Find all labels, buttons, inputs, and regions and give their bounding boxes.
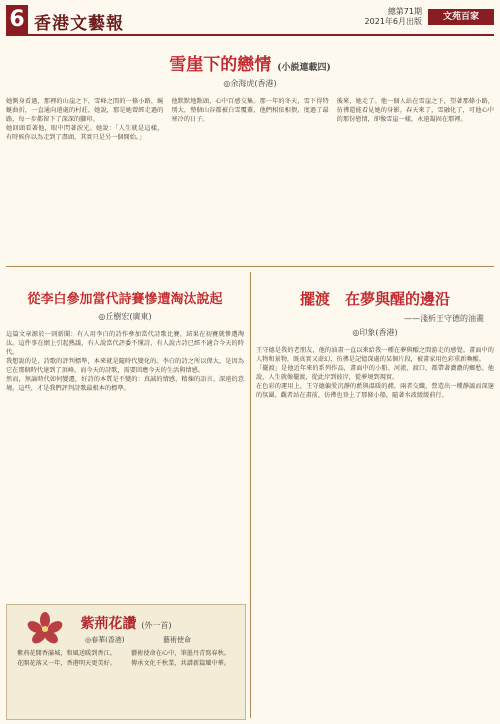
story3-author: ◎印象(香港) bbox=[352, 328, 398, 337]
story2-paragraph: 這篇文章源於一則新聞：有人用李白的詩作參加當代詩歌比賽，結果在初賽就慘遭淘汰。這件事在網上引起熱議，有人說當代評委不懂詩，有人說古詩已經不適合今天的時代。 bbox=[6, 331, 244, 356]
issue-info bbox=[365, 7, 422, 27]
story3-paragraph: 「擺渡」是他近年來的系列作品，畫面中的小船、河流、渡口，都帶著濃濃的鄉愁。他說，人生就像擺渡，從此岸到彼岸，從夢境到現實。 bbox=[256, 365, 494, 381]
poem-title-text: 紫荊花讚 bbox=[80, 616, 137, 632]
poem-second-title: 藝術使命 bbox=[163, 636, 191, 644]
masthead: 香港文藝報 bbox=[34, 14, 124, 34]
story3-paragraph: 王守德是我的老朋友，他的油畫一直以來給我一種在夢與醒之間游走的感覺。畫面中的人物和景物，既真實又虛幻，彷彿是記憶深處的某個片段，被畫家用色彩重新喚醒。 bbox=[256, 347, 494, 363]
poem-subtitle: (外一首) bbox=[141, 621, 172, 630]
story3-subtitle: ——淺析王守德的油畫 bbox=[404, 314, 484, 323]
story-libai bbox=[6, 272, 244, 598]
header-rule bbox=[6, 34, 494, 36]
story2-title: 從李白參加當代詩賽慘遭淘汰說起 bbox=[27, 292, 223, 307]
story3-title: 擺渡 在夢與醒的邊沿 bbox=[299, 290, 450, 308]
story2-paragraph: 我想說的是，詩歌的評判標準，本來就是隨時代變化的。李白的詩之所以偉大，是因為它在那個時代達到了頂峰，而今天的詩歌，需要回應今天的生活與情感。 bbox=[6, 358, 244, 374]
story3-paragraph: 在色彩的運用上，王守德偏愛沉靜的藍與溫暖的赭，兩者交織，營造出一種靜謐而深邃的氛圍。觀者站在畫前，彷彿也登上了那條小船，隨著水波緩緩前行。 bbox=[256, 383, 494, 399]
poem-box bbox=[6, 604, 246, 720]
story-ferry bbox=[256, 272, 494, 718]
story1-subtitle: (小説連載四) bbox=[277, 63, 331, 73]
issue-date: 2021年6月出版 bbox=[364, 17, 422, 26]
page-number: 6 bbox=[6, 5, 28, 35]
story3-body bbox=[256, 346, 494, 706]
story2-author: ◎丘樹宏(廣東) bbox=[98, 312, 152, 321]
column-divider bbox=[250, 272, 251, 718]
story2-paragraph: 然而，無論時代如何變遷，好詩的本質是不變的：真誠的情感、精煉的語言、深遠的意境。這些，才是我們評判詩歌最根本的標準。 bbox=[6, 376, 244, 392]
story2-body bbox=[6, 330, 244, 590]
story1-paragraph: 他默默地點頭，心中百感交集。那一年的冬天，雪下得特別大，整個山谷都被白雪覆蓋，他們相依相偎，度過了最寒冷的日子。 bbox=[171, 98, 329, 123]
column-badge: 文苑百家 bbox=[428, 9, 494, 25]
issue-number: 總第71期 bbox=[387, 7, 422, 16]
story1-paragraph: 她側身看過，那裡的山崖之下，雪峰之間的一條小路，蜿蜒曲折，一直通向遠處的村莊。她說，那是她曾經走過的路，每一步都留下了深深的腳印。 bbox=[6, 98, 164, 123]
poem-author: ◎春華(香港) bbox=[85, 636, 125, 644]
story1-paragraph: 後來，她走了。他一個人站在雪崖之下，望著那條小路，彷彿還能看見她的身影。春天來了，雪融化了，可他心中的那份戀情，卻像雪崖一樣，永遠凝固在那裡。 bbox=[336, 98, 494, 123]
poem-lines-left: 紫荊花開香滿城，和風送暖到香江。花開花落又一年，香港明天更美好。 bbox=[17, 650, 116, 667]
section-divider bbox=[6, 266, 494, 267]
poem-title bbox=[7, 613, 245, 633]
story-snow-cliff bbox=[6, 40, 494, 262]
poem-lines-right: 藝術使命在心中，筆墨丹青寫春秋。傳承文化千秋業，共譜新篇耀中華。 bbox=[131, 650, 230, 667]
page-header bbox=[6, 3, 494, 43]
story1-title bbox=[6, 50, 494, 75]
story1-paragraph: 她回頭看著他，眼中閃著淚光。她說：「人生就是這樣，有時候你以為走到了盡頭，其實只是另一個開始。」 bbox=[6, 125, 164, 141]
story1-title-text: 雪崖下的戀情 bbox=[169, 55, 272, 75]
story1-body bbox=[6, 97, 494, 267]
story1-author: ◎余海虎(香港) bbox=[223, 79, 277, 88]
